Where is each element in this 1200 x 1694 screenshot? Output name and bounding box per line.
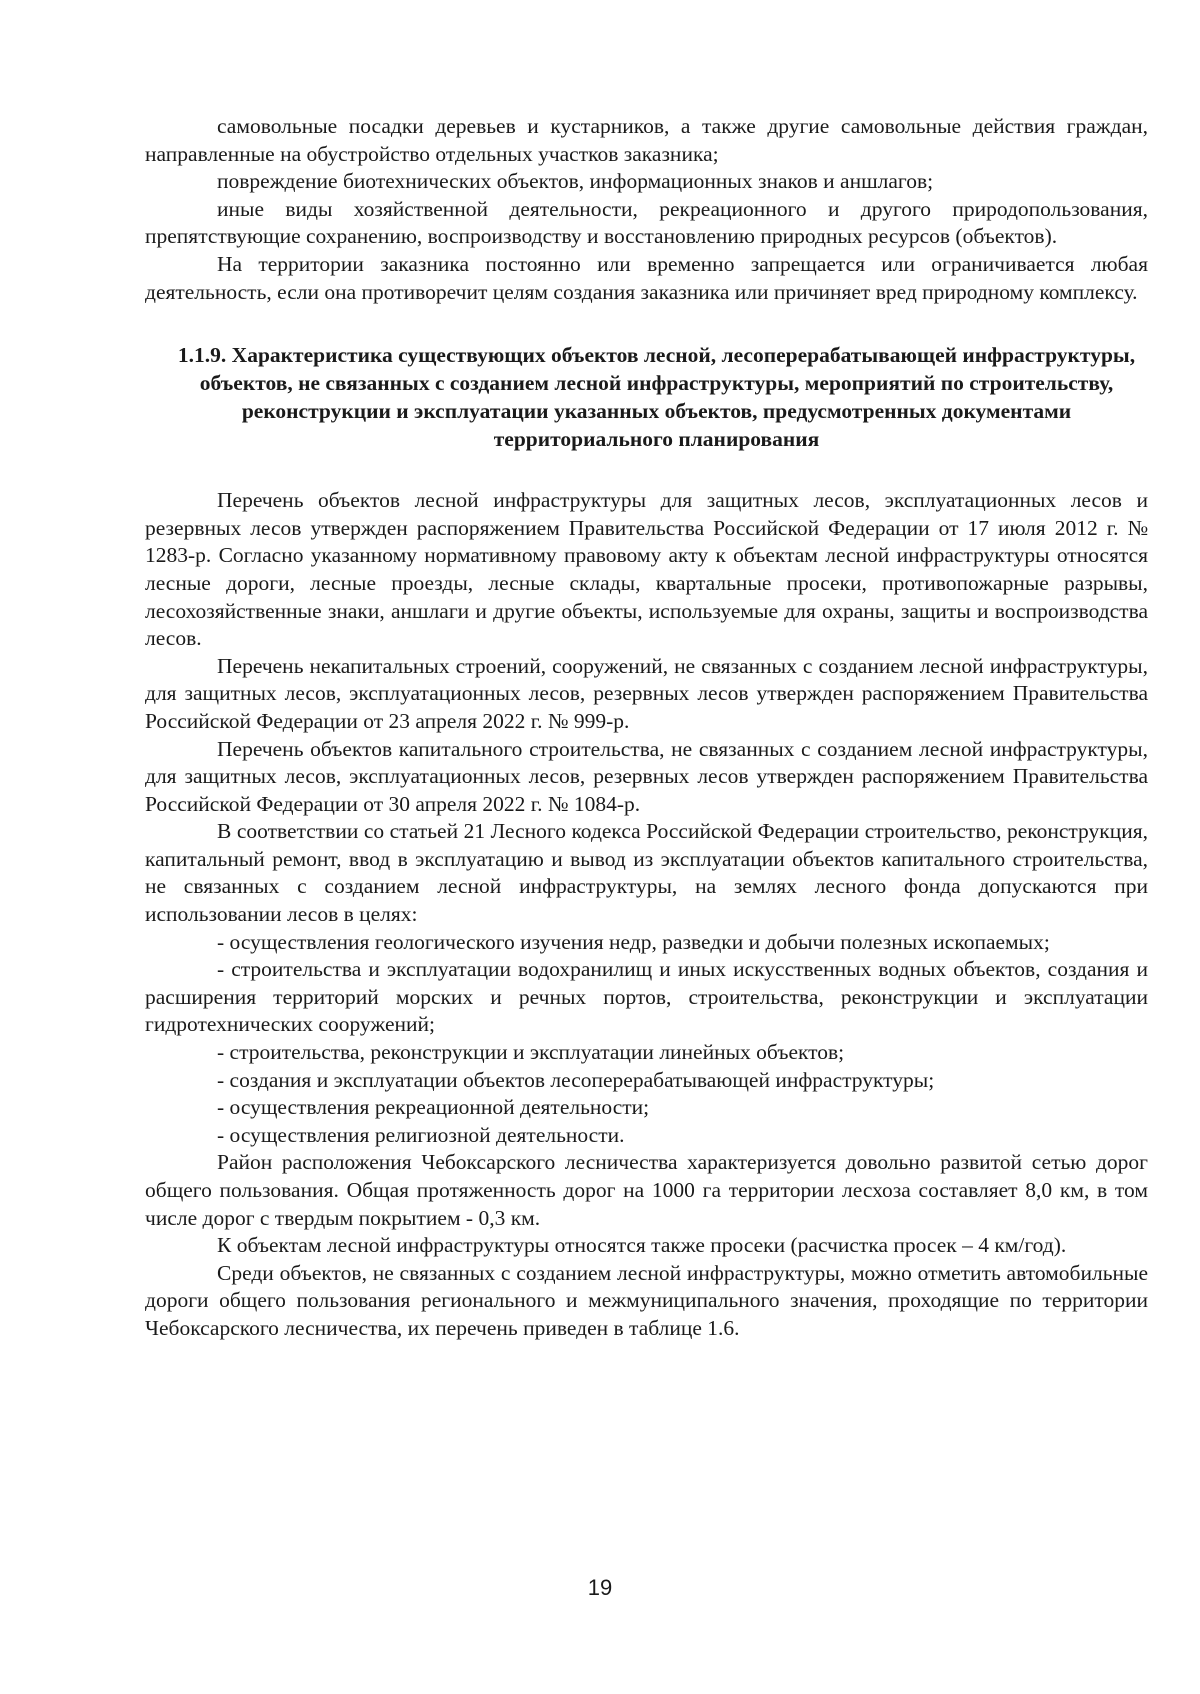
paragraph: иные виды хозяйственной деятельности, рекреационного и другого природопользования, препятствующие сохранению, воспроизводству и восстановлению природных ресурсов (объектов).	[145, 196, 1148, 249]
list-item: - осуществления рекреационной деятельности;	[217, 1095, 650, 1120]
paragraph: повреждение биотехнических объектов, информационных знаков и аншлагов;	[217, 169, 934, 194]
list-item: - строительства, реконструкции и эксплуатации линейных объектов;	[217, 1040, 845, 1065]
section-title: 1.1.9. Характеристика существующих объектов лесной, лесоперерабатывающей инфраструктуры, объектов, не связанных с созданием лесной инфраструктуры, мероприятий по строительству, реконструкции и эксплуатации указанных объектов, предусмотренных документами территориального планирования	[177, 343, 1136, 452]
document-page	[145, 113, 1148, 1343]
paragraph: В соответствии со статьей 21 Лесного кодекса Российской Федерации строительство, реконструкция, капитальный ремонт, ввод в эксплуатацию и вывод из эксплуатации объектов капитального строительства, не связанных с созданием лесной инфраструктуры, на землях лесного фонда допускаются при использовании лесов в целях:	[145, 819, 1148, 927]
list-item: - осуществления религиозной деятельности.	[217, 1122, 625, 1147]
list-item: - создания и эксплуатации объектов лесоперерабатывающей инфраструктуры;	[217, 1067, 935, 1092]
list-item: - строительства и эксплуатации водохранилищ и иных искусственных водных объектов, создания и расширения территорий морских и речных портов, строительства, реконструкции и эксплуатации гидротехнических сооружений;	[145, 957, 1148, 1037]
list-item: - осуществления геологического изучения недр, разведки и добычи полезных ископаемых;	[217, 929, 1050, 954]
paragraph: К объектам лесной инфраструктуры относятся также просеки (расчистка просек – 4 км/год).	[217, 1233, 1067, 1258]
paragraph: Перечень объектов капитального строительства, не связанных с созданием лесной инфраструктуры, для защитных лесов, эксплуатационных лесов, резервных лесов утвержден распоряжением Правительства Российской Федерации от 30 апреля 2022 г. № 1084-р.	[145, 736, 1148, 816]
page-number: 19	[587, 1575, 613, 1600]
paragraph: Район расположения Чебоксарского лесничества характеризуется довольно развитой сетью дорог общего пользования. Общая протяженность дорог на 1000 га территории лесхоза составляет 8,0 км, в том числе дорог с твердым покрытием - 0,3 км.	[145, 1150, 1148, 1230]
paragraph: Перечень объектов лесной инфраструктуры для защитных лесов, эксплуатационных лесов и резервных лесов утвержден распоряжением Правительства Российской Федерации от 17 июля 2012 г. № 1283-р. Согласно указанному нормативному правовому акту к объектам лесной инфраструктуры относятся лесные дороги, лесные проезды, лесные склады, квартальные просеки, противопожарные разрывы, лесохозяйственные знаки, аншлаги и другие объекты, используемые для охраны, защиты и воспроизводства лесов.	[145, 488, 1148, 651]
paragraph: Перечень некапитальных строений, сооружений, не связанных с созданием лесной инфраструктуры, для защитных лесов, эксплуатационных лесов, резервных лесов утвержден распоряжением Правительства Российской Федерации от 23 апреля 2022 г. № 999-р.	[145, 653, 1148, 733]
paragraph: Среди объектов, не связанных с созданием лесной инфраструктуры, можно отметить автомобильные дороги общего пользования регионального и межмуниципального значения, проходящие по территории Чебоксарского лесничества, их перечень приведен в таблице 1.6.	[145, 1260, 1148, 1340]
paragraph: самовольные посадки деревьев и кустарников, а также другие самовольные действия граждан, направленные на обустройство отдельных участков заказника;	[145, 114, 1148, 166]
paragraph: На территории заказника постоянно или временно запрещается или ограничивается любая деятельность, если она противоречит целям создания заказника или причиняет вред природному комплексу.	[145, 251, 1148, 304]
